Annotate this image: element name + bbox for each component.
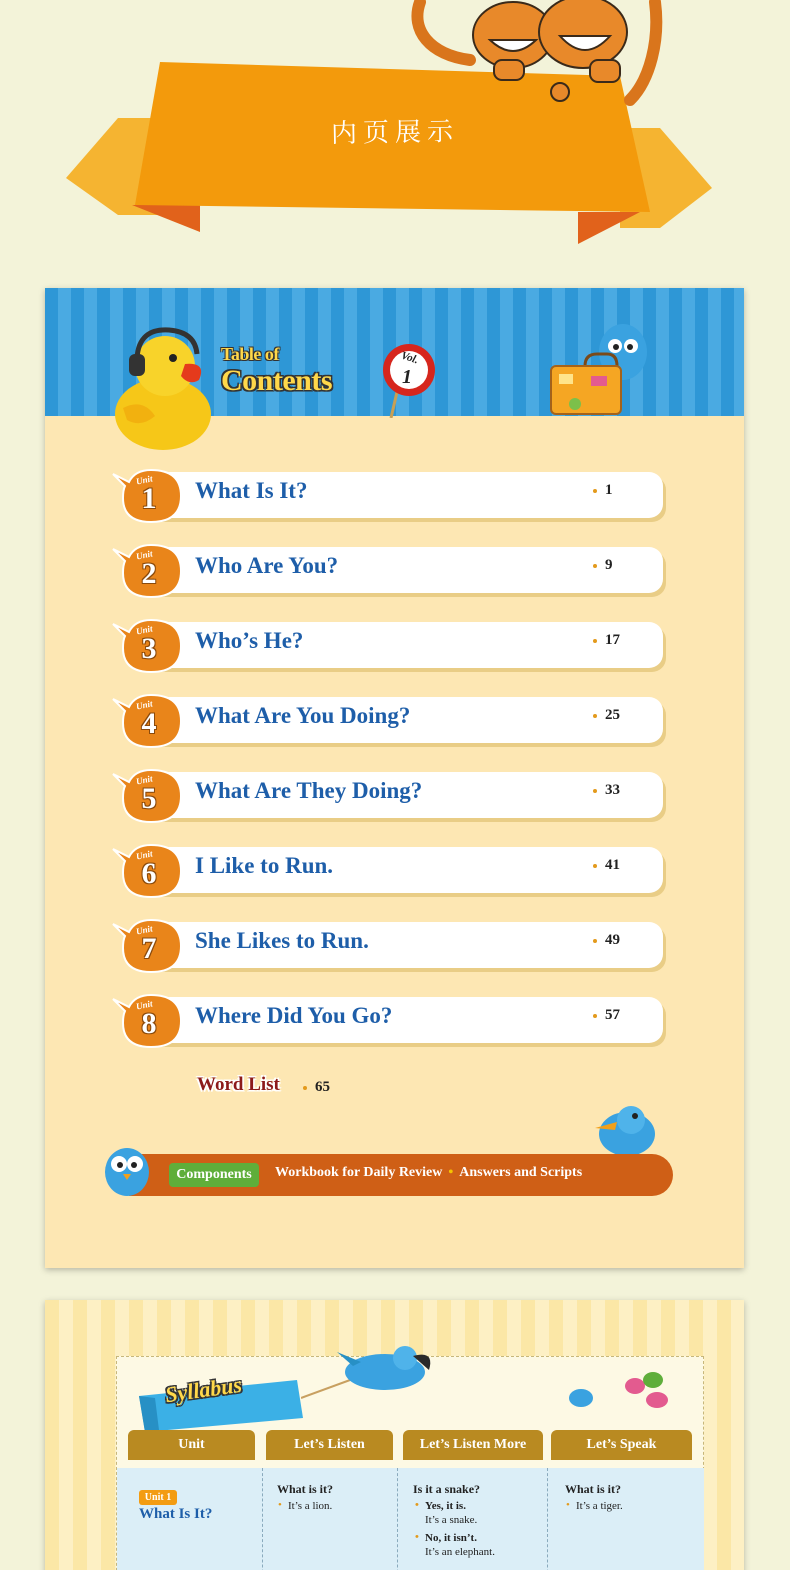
- contents-row[interactable]: [109, 843, 669, 899]
- contents-heading: Contents: [221, 364, 333, 397]
- unit-number: 3: [141, 632, 157, 665]
- contents-heading-small: Table of: [221, 344, 279, 364]
- bullet-separator: •: [448, 1165, 454, 1180]
- unit-title: Where Did You Go?: [195, 1003, 393, 1028]
- syllabus-col-header: Unit: [128, 1430, 255, 1460]
- listen-more-answer-detail: It’s an elephant.: [425, 1546, 495, 1558]
- volume-number: 1: [402, 366, 412, 388]
- unit-page-number: 41: [605, 857, 620, 873]
- unit-badge-label: Unit: [135, 848, 154, 862]
- contents-row[interactable]: [109, 768, 669, 824]
- unit-number: 1: [141, 482, 157, 515]
- unit-title: What Is It?: [195, 478, 308, 503]
- unit-page-number: 17: [605, 632, 620, 648]
- components-item: Workbook for Daily Review: [275, 1165, 443, 1180]
- unit-badge-label: Unit: [135, 548, 154, 562]
- unit-title: She Likes to Run.: [195, 928, 369, 953]
- unit-title: What Are They Doing?: [195, 778, 423, 803]
- syllabus-unit-tag: Unit 1: [139, 1490, 177, 1505]
- suitcase-bird-illustration: [545, 318, 655, 418]
- unit-badge-label: Unit: [135, 623, 154, 637]
- unit-page-number: 1: [605, 482, 613, 498]
- unit-page-number: 9: [605, 557, 613, 573]
- unit-page-number: 33: [605, 782, 620, 798]
- syllabus-page: [45, 1300, 744, 1570]
- unit-number: 6: [141, 857, 157, 890]
- listen-question: What is it?: [277, 1482, 334, 1496]
- unit-title: What Are You Doing?: [195, 703, 411, 728]
- unit-number: 7: [141, 932, 157, 965]
- unit-badge-label: Unit: [135, 473, 154, 487]
- unit-badge-label: Unit: [135, 773, 154, 787]
- unit-number: 8: [141, 1007, 157, 1040]
- contents-row[interactable]: [109, 993, 669, 1049]
- listen-more-answer-detail: It’s a snake.: [425, 1514, 478, 1526]
- volume-label: Vol.: [399, 349, 420, 367]
- contents-row[interactable]: [109, 693, 669, 749]
- components-item: Answers and Scripts: [459, 1165, 583, 1180]
- speak-answer: • It’s a tiger.: [576, 1500, 623, 1512]
- syllabus-col-header: Let’s Speak: [551, 1430, 692, 1460]
- components-list: [275, 1165, 582, 1181]
- contents-page: [45, 288, 744, 1268]
- unit-page-number: 57: [605, 1007, 620, 1023]
- contents-row[interactable]: [109, 543, 669, 599]
- syllabus-col-header: Let’s Listen: [266, 1430, 393, 1460]
- components-label: Components: [169, 1163, 259, 1187]
- unit-title: I Like to Run.: [195, 853, 334, 878]
- syllabus-unit-name: What Is It?: [139, 1506, 213, 1522]
- blue-bird-illustration: [581, 1100, 661, 1160]
- unit-number: 5: [141, 782, 157, 815]
- unit-title: Who’s He?: [195, 628, 304, 653]
- small-birds-illustration: [565, 1366, 675, 1416]
- listen-more-answer: • Yes, it is.: [425, 1500, 466, 1512]
- unit-number: 4: [141, 707, 157, 740]
- unit-badge-label: Unit: [135, 998, 154, 1012]
- unit-title: Who Are You?: [195, 553, 339, 578]
- listen-answer: • It’s a lion.: [288, 1500, 332, 1512]
- syllabus-title: Syllabus: [163, 1371, 244, 1408]
- unit-page-number: 25: [605, 707, 620, 723]
- listen-more-answer: • No, it isn’t.: [425, 1532, 477, 1544]
- unit-page-number: 49: [605, 932, 620, 948]
- listen-more-question: Is it a snake?: [413, 1482, 481, 1496]
- speak-question: What is it?: [565, 1482, 622, 1496]
- contents-row[interactable]: [109, 618, 669, 674]
- contents-row[interactable]: [109, 468, 669, 524]
- banner-title: 内页展示: [330, 116, 460, 150]
- contents-row[interactable]: [109, 918, 669, 974]
- title-banner: [0, 0, 790, 260]
- rubber-duck-illustration: [103, 324, 215, 454]
- owl-mascot-icon: [101, 1140, 153, 1200]
- unit-number: 2: [141, 557, 157, 590]
- unit-badge-label: Unit: [135, 698, 154, 712]
- word-list-page-number: 65: [315, 1079, 330, 1095]
- syllabus-col-header: Let’s Listen More: [403, 1430, 543, 1460]
- unit-badge-label: Unit: [135, 923, 154, 937]
- word-list-link[interactable]: Word List: [197, 1074, 280, 1095]
- toucan-plane-illustration: [301, 1336, 437, 1406]
